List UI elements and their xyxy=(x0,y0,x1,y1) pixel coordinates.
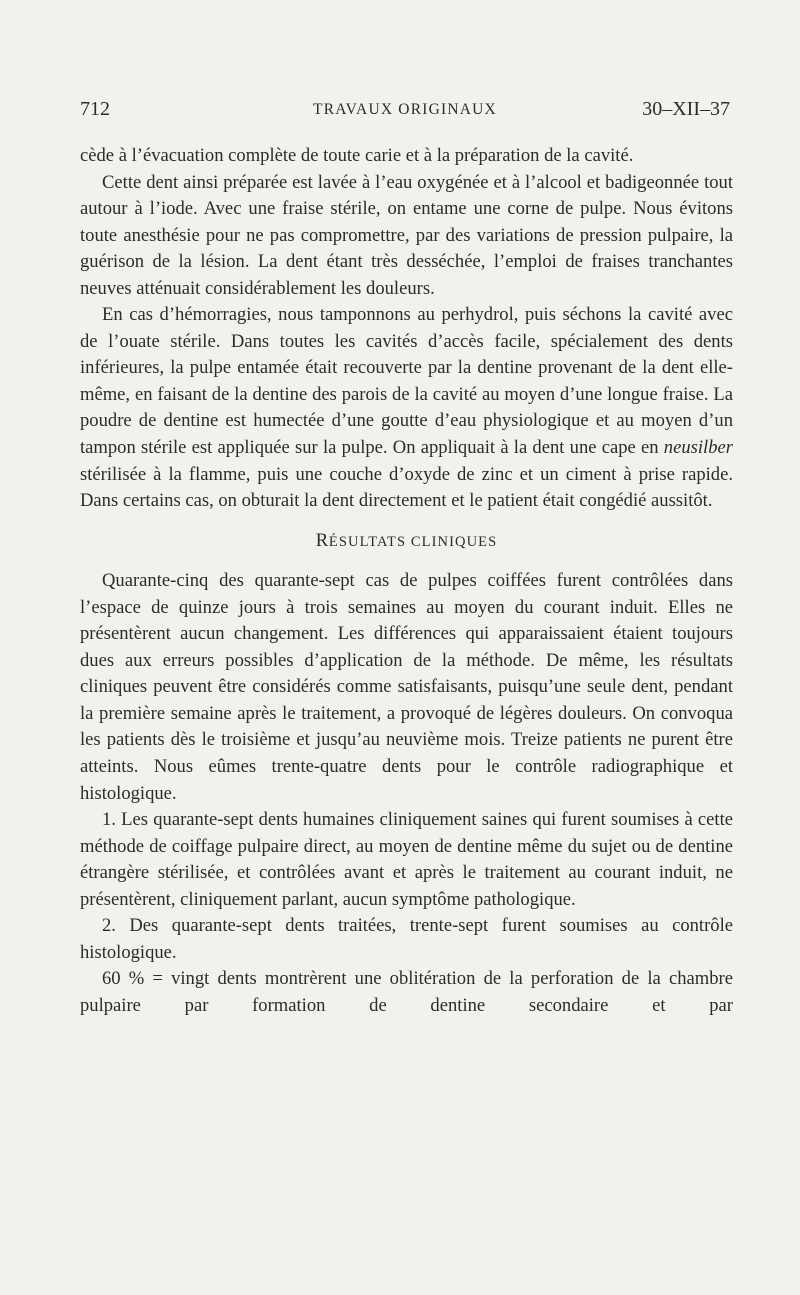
paragraph-results: Quarante-cinq des quarante-sept cas de pulpes coiffées furent contrôlées dans l’espace de quinze jours à trois semaines au moyen du courant induit. Elles ne présentèrent aucun changement. Les différences qui apparaissaient étaient toujours dues aux erreurs possibles d’application de la méthode. De même, les résultats cliniques peuvent être considérés comme satisfaisants, puisqu’une seule dent, pendant la première semaine après le traitement, a provoqué de légères douleurs. On convoqua les patients dès le troisième et jusqu’au neuvième mois. Treize patients ne purent être atteints. Nous eûmes trente-quatre dents pour le contrôle radiographique et histologique. xyxy=(80,570,733,804)
section-heading-rest: ÉSULTATS CLINIQUES xyxy=(328,533,498,550)
running-header xyxy=(80,98,730,128)
section-heading xyxy=(80,528,733,556)
paragraph-preparation: Cette dent ainsi préparée est lavée à l’eau oxygénée et à l’alcool et badigeonnée tout autour à l’iode. Avec une fraise stérile, on entame une corne de pulpe. Nous évitons toute anesthésie pour ne pas compromettre, par des variations de pression pulpaire, la guérison de la lésion. La dent étant très desséchée, l’emploi de fraises tranchantes neuves atténuait considérablement les douleurs. xyxy=(80,171,733,299)
italic-term: neusilber xyxy=(663,437,733,459)
page-number: 712 xyxy=(80,98,110,120)
paragraph-point-1: 1. Les quarante-sept dents humaines cliniquement saines qui furent soumises à cette méthode de coiffage pulpaire direct, au moyen de dentine même du sujet ou de dentine étrangère stérilisée, et contrôlées avant et après le traitement au courant induit, ne présentèrent, cliniquement parlant, aucun symptôme pathologique. xyxy=(80,809,733,910)
article-body xyxy=(80,143,733,1020)
issue-date: 30–XII–37 xyxy=(642,98,730,120)
text-run: stérilisée à la flamme, puis une couche d’oxyde de zinc et un ciment à prise rapide. Dans certains cas, on obturait la dent directement et le patient était congédié aussitôt. xyxy=(80,463,733,512)
section-heading-initial: R xyxy=(315,529,329,551)
paragraph-point-2: 2. Des quarante-sept dents traitées, trente-sept furent soumises au contrôle histologique. xyxy=(80,915,733,963)
paragraph-continuation: cède à l’évacuation complète de toute carie et à la préparation de la cavité. xyxy=(80,145,634,166)
paragraph-sixty-percent: 60 % = vingt dents montrèrent une oblitération de la perforation de la chambre pulpaire par formation de dentine secondaire et par xyxy=(80,968,733,1016)
text-run: En cas d’hémorragies, nous tamponnons au perhydrol, puis séchons la cavité avec de l’ouate stérile. Dans toutes les cavités d’accès facile, spécialement des dents inférieures, la pulpe entamée était recouverte par la dentine provenant de la dent elle-même, en faisant de la dentine des parois de la cavité au moyen d’une longue fraise. La poudre de dentine est humectée d’une goutte d’eau physiologique et au moyen d’un tampon stérile est appliquée sur la pulpe. On appliquait à la dent une cape en xyxy=(80,304,733,459)
paragraph-hemorrhage xyxy=(80,302,733,514)
running-title: TRAVAUX ORIGINAUX xyxy=(313,101,497,118)
